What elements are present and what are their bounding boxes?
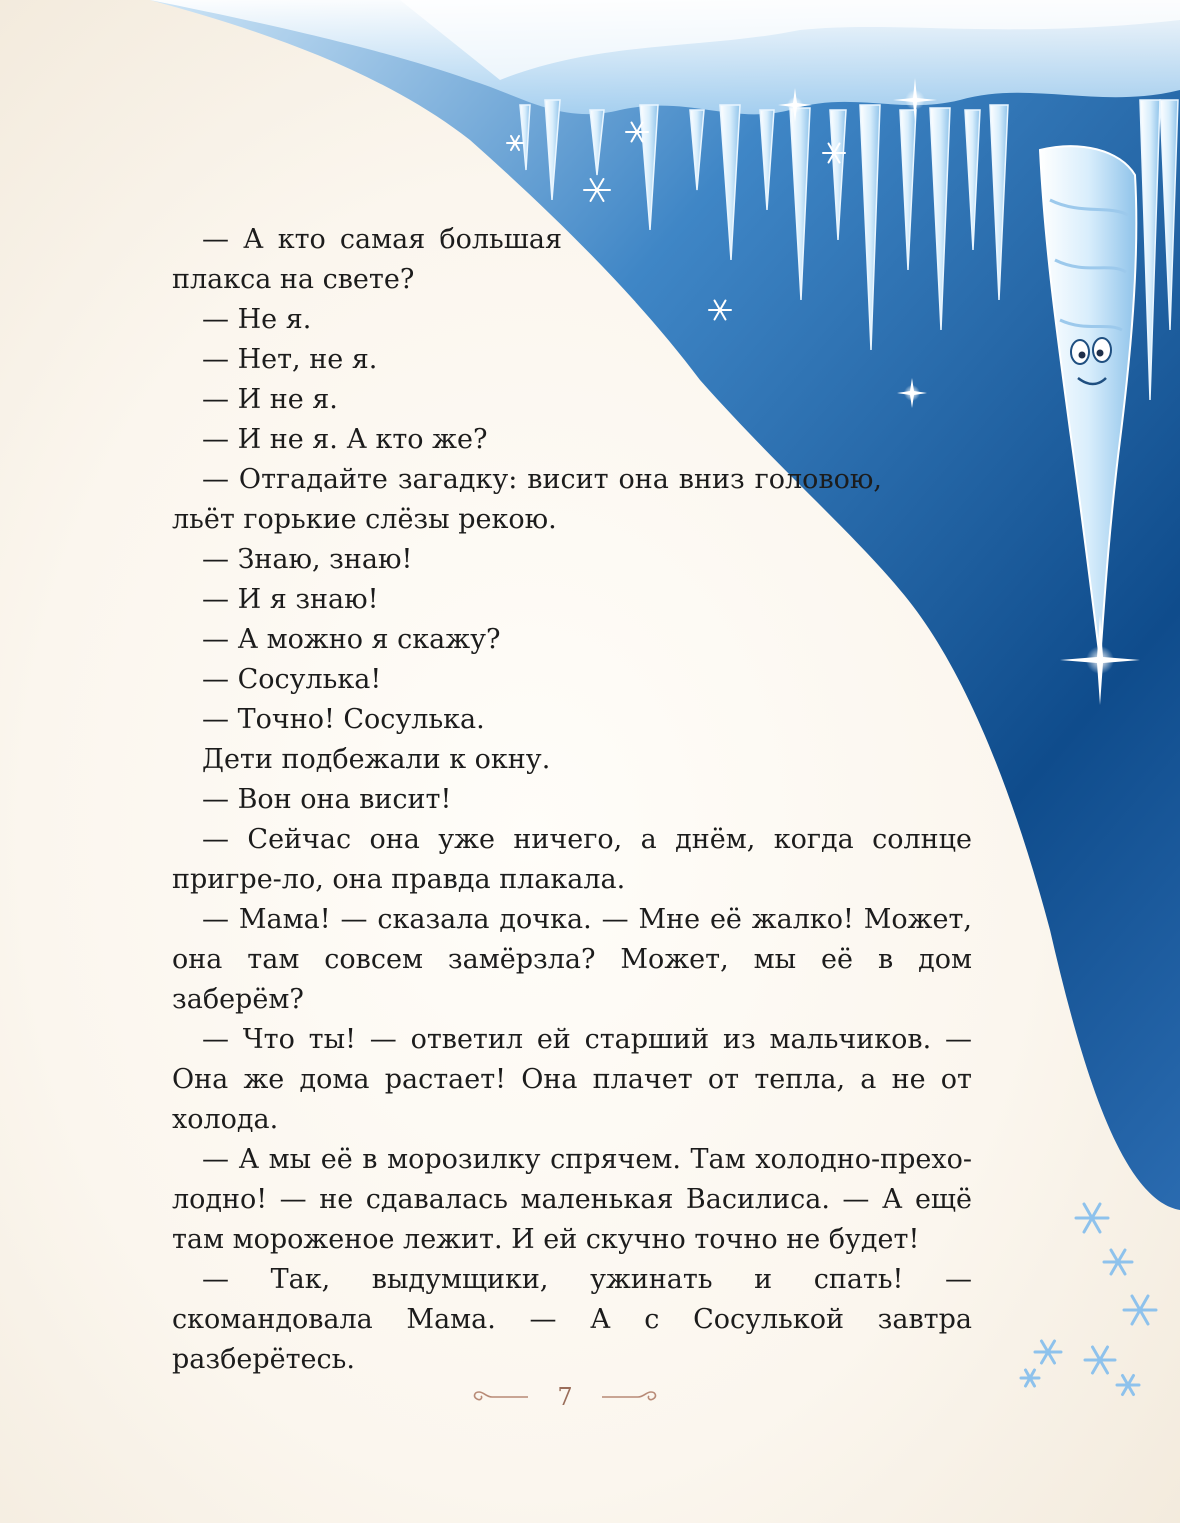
paragraph: — Отгадайте загадку: висит она вниз головою, льёт горькие слёзы рекою. xyxy=(172,464,882,535)
paragraph: — Знаю, знаю! xyxy=(202,544,413,575)
paragraph: — А можно я скажу? xyxy=(202,624,501,655)
page-footer xyxy=(470,1380,660,1414)
paragraph: — Сосулька! xyxy=(202,664,382,695)
paragraph: — И не я. xyxy=(202,384,338,415)
paragraph: — И не я. А кто же? xyxy=(202,424,488,455)
snowflake-icon xyxy=(1021,1204,1156,1395)
paragraph: — И я знаю! xyxy=(202,584,379,615)
paragraph: — А кто самая большая плакса на свете? xyxy=(172,224,562,295)
paragraph: Дети подбежали к окну. xyxy=(202,744,551,775)
paragraph: — Так, выдумщики, ужинать и спать! — скомандовала Мама. — А с Сосулькой завтра разберётесь. xyxy=(172,1264,972,1375)
page-number: 7 xyxy=(557,1383,573,1411)
paragraph: — А мы её в морозилку спрячем. Там холодно-прехо-лодно! — не сдавалась маленькая Василиса. — А ещё там мороженое лежит. И ей скучно точно не будет! xyxy=(172,1144,972,1255)
paragraph: — Нет, не я. xyxy=(202,344,378,375)
paragraph: — Точно! Сосулька. xyxy=(202,704,485,735)
ornament-right-icon xyxy=(600,1388,660,1406)
paragraph: — Сейчас она уже ничего, а днём, когда солнце пригре-ло, она правда плакала. xyxy=(172,824,972,895)
paragraph: — Мама! — сказала дочка. — Мне её жалко! Может, она там совсем замёрзла? Может, мы её в дом заберём? xyxy=(172,904,972,1015)
story-text xyxy=(172,220,972,1380)
paragraph: — Вон она висит! xyxy=(202,784,452,815)
paragraph: — Не я. xyxy=(202,304,312,335)
paragraph: — Что ты! — ответил ей старший из мальчиков. — Она же дома растает! Она плачет от тепла, а не от холода. xyxy=(172,1024,972,1135)
